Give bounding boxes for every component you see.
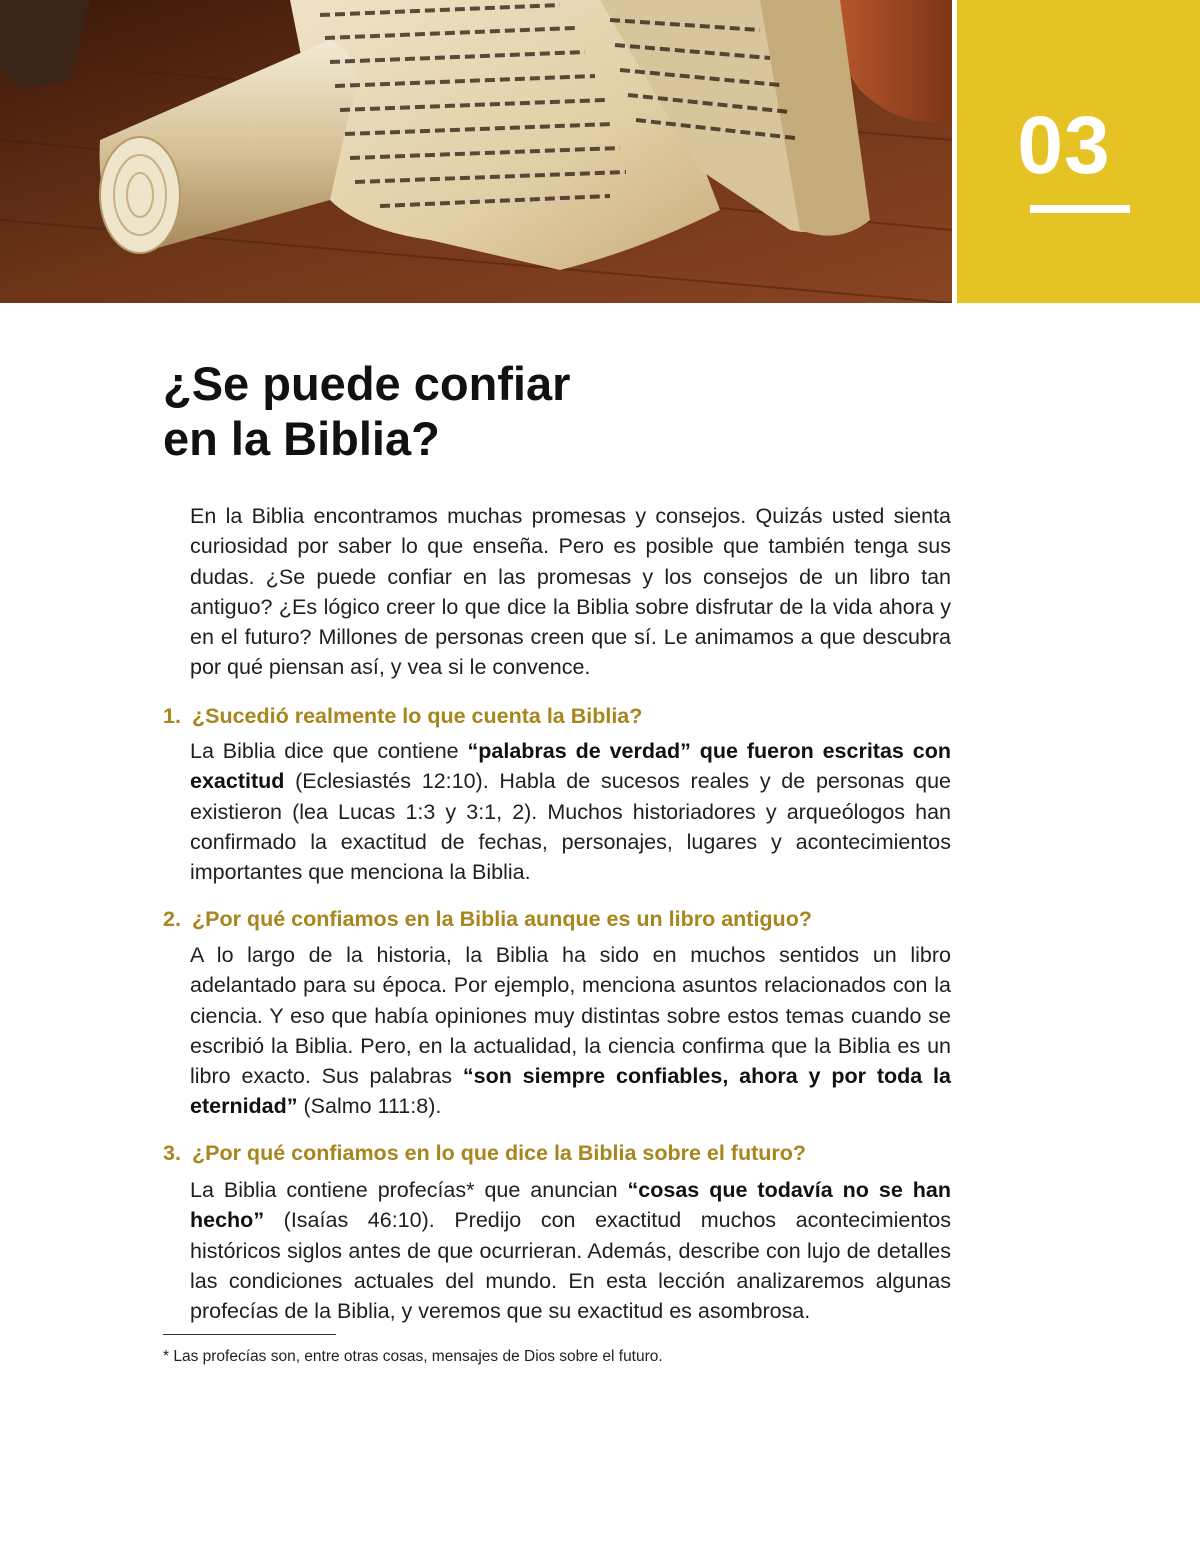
question-text: ¿Por qué confiamos en la Biblia aunque es un libro antiguo? xyxy=(191,907,812,931)
scrolls-illustration xyxy=(0,0,952,303)
lesson-number: 03 xyxy=(1017,100,1111,191)
question-number: 3. xyxy=(163,1141,181,1165)
quoted-scripture: “cosas que todavía no se han hecho” xyxy=(190,1178,951,1233)
question-number: 2. xyxy=(163,907,181,931)
answer-paragraph-1 xyxy=(190,736,951,887)
footnote-divider xyxy=(163,1334,336,1335)
hero-image xyxy=(0,0,952,303)
title-line-2: en la Biblia? xyxy=(163,412,440,465)
question-heading-3 xyxy=(163,1139,963,1167)
answer-text: (Salmo 111:8). xyxy=(297,1094,442,1119)
question-text: ¿Por qué confiamos en lo que dice la Biblia sobre el futuro? xyxy=(191,1141,807,1165)
answer-paragraph-3 xyxy=(190,1175,951,1326)
page-title xyxy=(163,356,863,466)
title-line-1: ¿Se puede confiar xyxy=(163,357,571,410)
question-number: 1. xyxy=(163,704,181,728)
answer-text: La Biblia dice que contiene xyxy=(190,739,468,763)
answer-text: A lo largo de la historia, la Biblia ha sido en muchos sentidos un libro adelantado para su época. Por ejemplo, menciona asuntos relacionados con la ciencia. Y eso que había opiniones muy distintas sobre estos temas cuando se escribió la Biblia. Pero, en la actualidad, la ciencia confirma que la Biblia es un libro exacto. Sus palabras xyxy=(190,943,951,1089)
question-text: ¿Sucedió realmente lo que cuenta la Biblia? xyxy=(191,704,643,728)
intro-paragraph: En la Biblia encontramos muchas promesas y consejos. Quizás usted sienta curiosidad por saber lo que enseña. Pero es posible que también tenga sus dudas. ¿Se puede confiar en las promesas y los consejos de un libro tan antiguo? ¿Es lógico creer lo que dice la Biblia sobre disfrutar de la vida ahora y en el futuro? Millones de personas creen que sí. Le animamos a que descubra por qué piensan así, y vea si le convence. xyxy=(190,504,951,680)
answer-text: (Eclesiastés 12:10). Habla de sucesos reales y de personas que existieron (lea Lucas 1:3 y 3:1, 2). Muchos historiadores y arqueólogos han confirmado la exactitud de fechas, personajes, lugares y acontecimientos importantes que menciona la Biblia. xyxy=(190,769,951,885)
question-heading-2 xyxy=(163,905,963,933)
lesson-badge xyxy=(957,0,1200,303)
answer-text: La Biblia contiene profecías* que anuncian xyxy=(190,1178,628,1202)
footnote: * Las profecías son, entre otras cosas, mensajes de Dios sobre el futuro. xyxy=(163,1348,663,1365)
question-heading-1 xyxy=(163,702,963,730)
answer-paragraph-2 xyxy=(190,940,951,1122)
badge-underline xyxy=(1030,205,1130,213)
answer-text: (Isaías 46:10). Predijo con exactitud muchos acontecimientos históricos siglos antes de que ocurrieran. Además, describe con lujo de detalles las condiciones actuales del mundo. En esta lección analizaremos algunas profecías de la Biblia, y veremos que su exactitud es asombrosa. xyxy=(190,1208,951,1324)
quoted-scripture: “son siempre confiables, ahora y por toda la eternidad” xyxy=(190,1064,951,1119)
quoted-scripture: “palabras de verdad” que fueron escritas con exactitud xyxy=(190,739,951,794)
